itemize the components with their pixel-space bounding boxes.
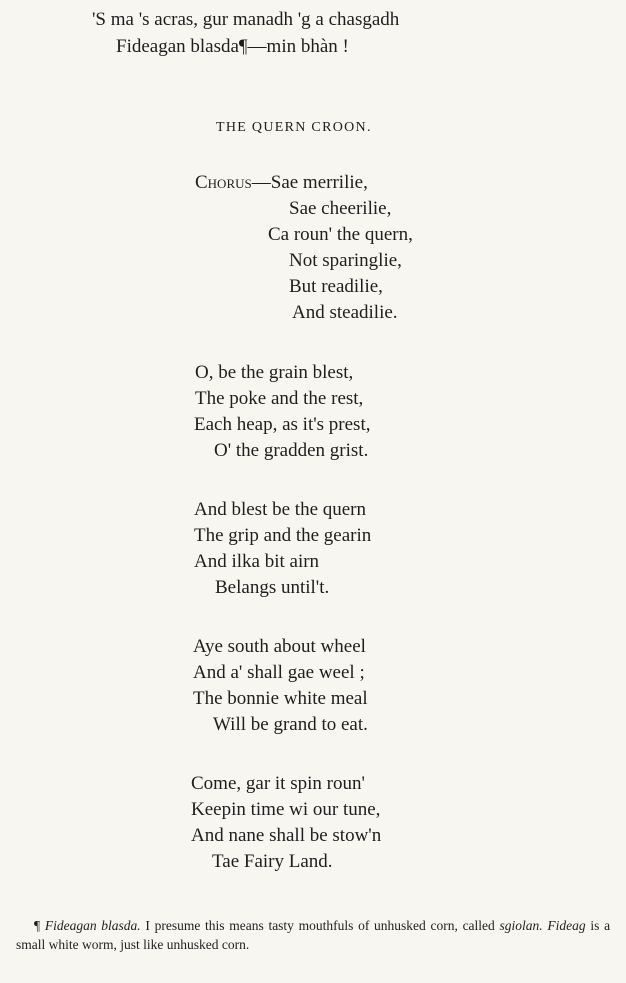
stanza-line: And nane shall be stow'n xyxy=(191,825,382,846)
chorus-text: —Sae merrilie, xyxy=(251,172,368,193)
chorus-label: Chorus xyxy=(195,172,252,193)
stanza-line: Will be grand to eat. xyxy=(213,714,368,735)
stanza-line: The grip and the gearin xyxy=(194,525,372,546)
footnote xyxy=(16,916,610,954)
stanza-line: And ilka bit airn xyxy=(194,551,320,572)
chorus-line-1 xyxy=(195,170,368,196)
top-verse-line-2: Fideagan blasda¶—min bhàn ! xyxy=(116,36,349,57)
stanza-line: Tae Fairy Land. xyxy=(212,851,333,872)
chorus-line-4: Not sparinglie, xyxy=(289,250,402,271)
stanza-line: Keepin time wi our tune, xyxy=(191,799,381,820)
stanza-line: The bonnie white meal xyxy=(193,688,368,709)
stanza-line: And blest be the quern xyxy=(194,499,367,520)
stanza-line: Come, gar it spin roun' xyxy=(191,773,365,794)
stanza-line: O' the gradden grist. xyxy=(214,440,369,461)
footnote-text-1: I presume this means tasty mouthfuls of unhusked corn, called xyxy=(145,918,495,933)
stanza-line: Each heap, as it's prest, xyxy=(194,414,371,435)
footnote-mark: ¶ xyxy=(34,918,41,933)
stanza-line: The poke and the rest, xyxy=(195,388,364,409)
top-verse-line-1: 'S ma 's acras, gur manadh 'g a chasgadh xyxy=(92,9,400,30)
chorus-line-2: Sae cheerilie, xyxy=(289,198,392,219)
poem-title: THE QUERN CROON. xyxy=(216,120,372,135)
stanza-line: Aye south about wheel xyxy=(193,636,366,657)
footnote-text-2: is a small white worm, just like unhusked corn. xyxy=(16,918,611,952)
chorus-line-3: Ca roun' the quern, xyxy=(268,224,413,245)
stanza-line: O, be the grain blest, xyxy=(195,362,354,383)
chorus-line-6: And steadilie. xyxy=(292,302,398,323)
footnote-term: Fideagan blasda. xyxy=(44,918,141,933)
chorus-line-5: But readilie, xyxy=(289,276,383,297)
stanza-line: Belangs until't. xyxy=(215,577,330,598)
stanza-line: And a' shall gae weel ; xyxy=(193,662,365,683)
footnote-term-2: sgiolan. xyxy=(499,918,543,933)
footnote-term-3: Fideag xyxy=(547,918,586,933)
